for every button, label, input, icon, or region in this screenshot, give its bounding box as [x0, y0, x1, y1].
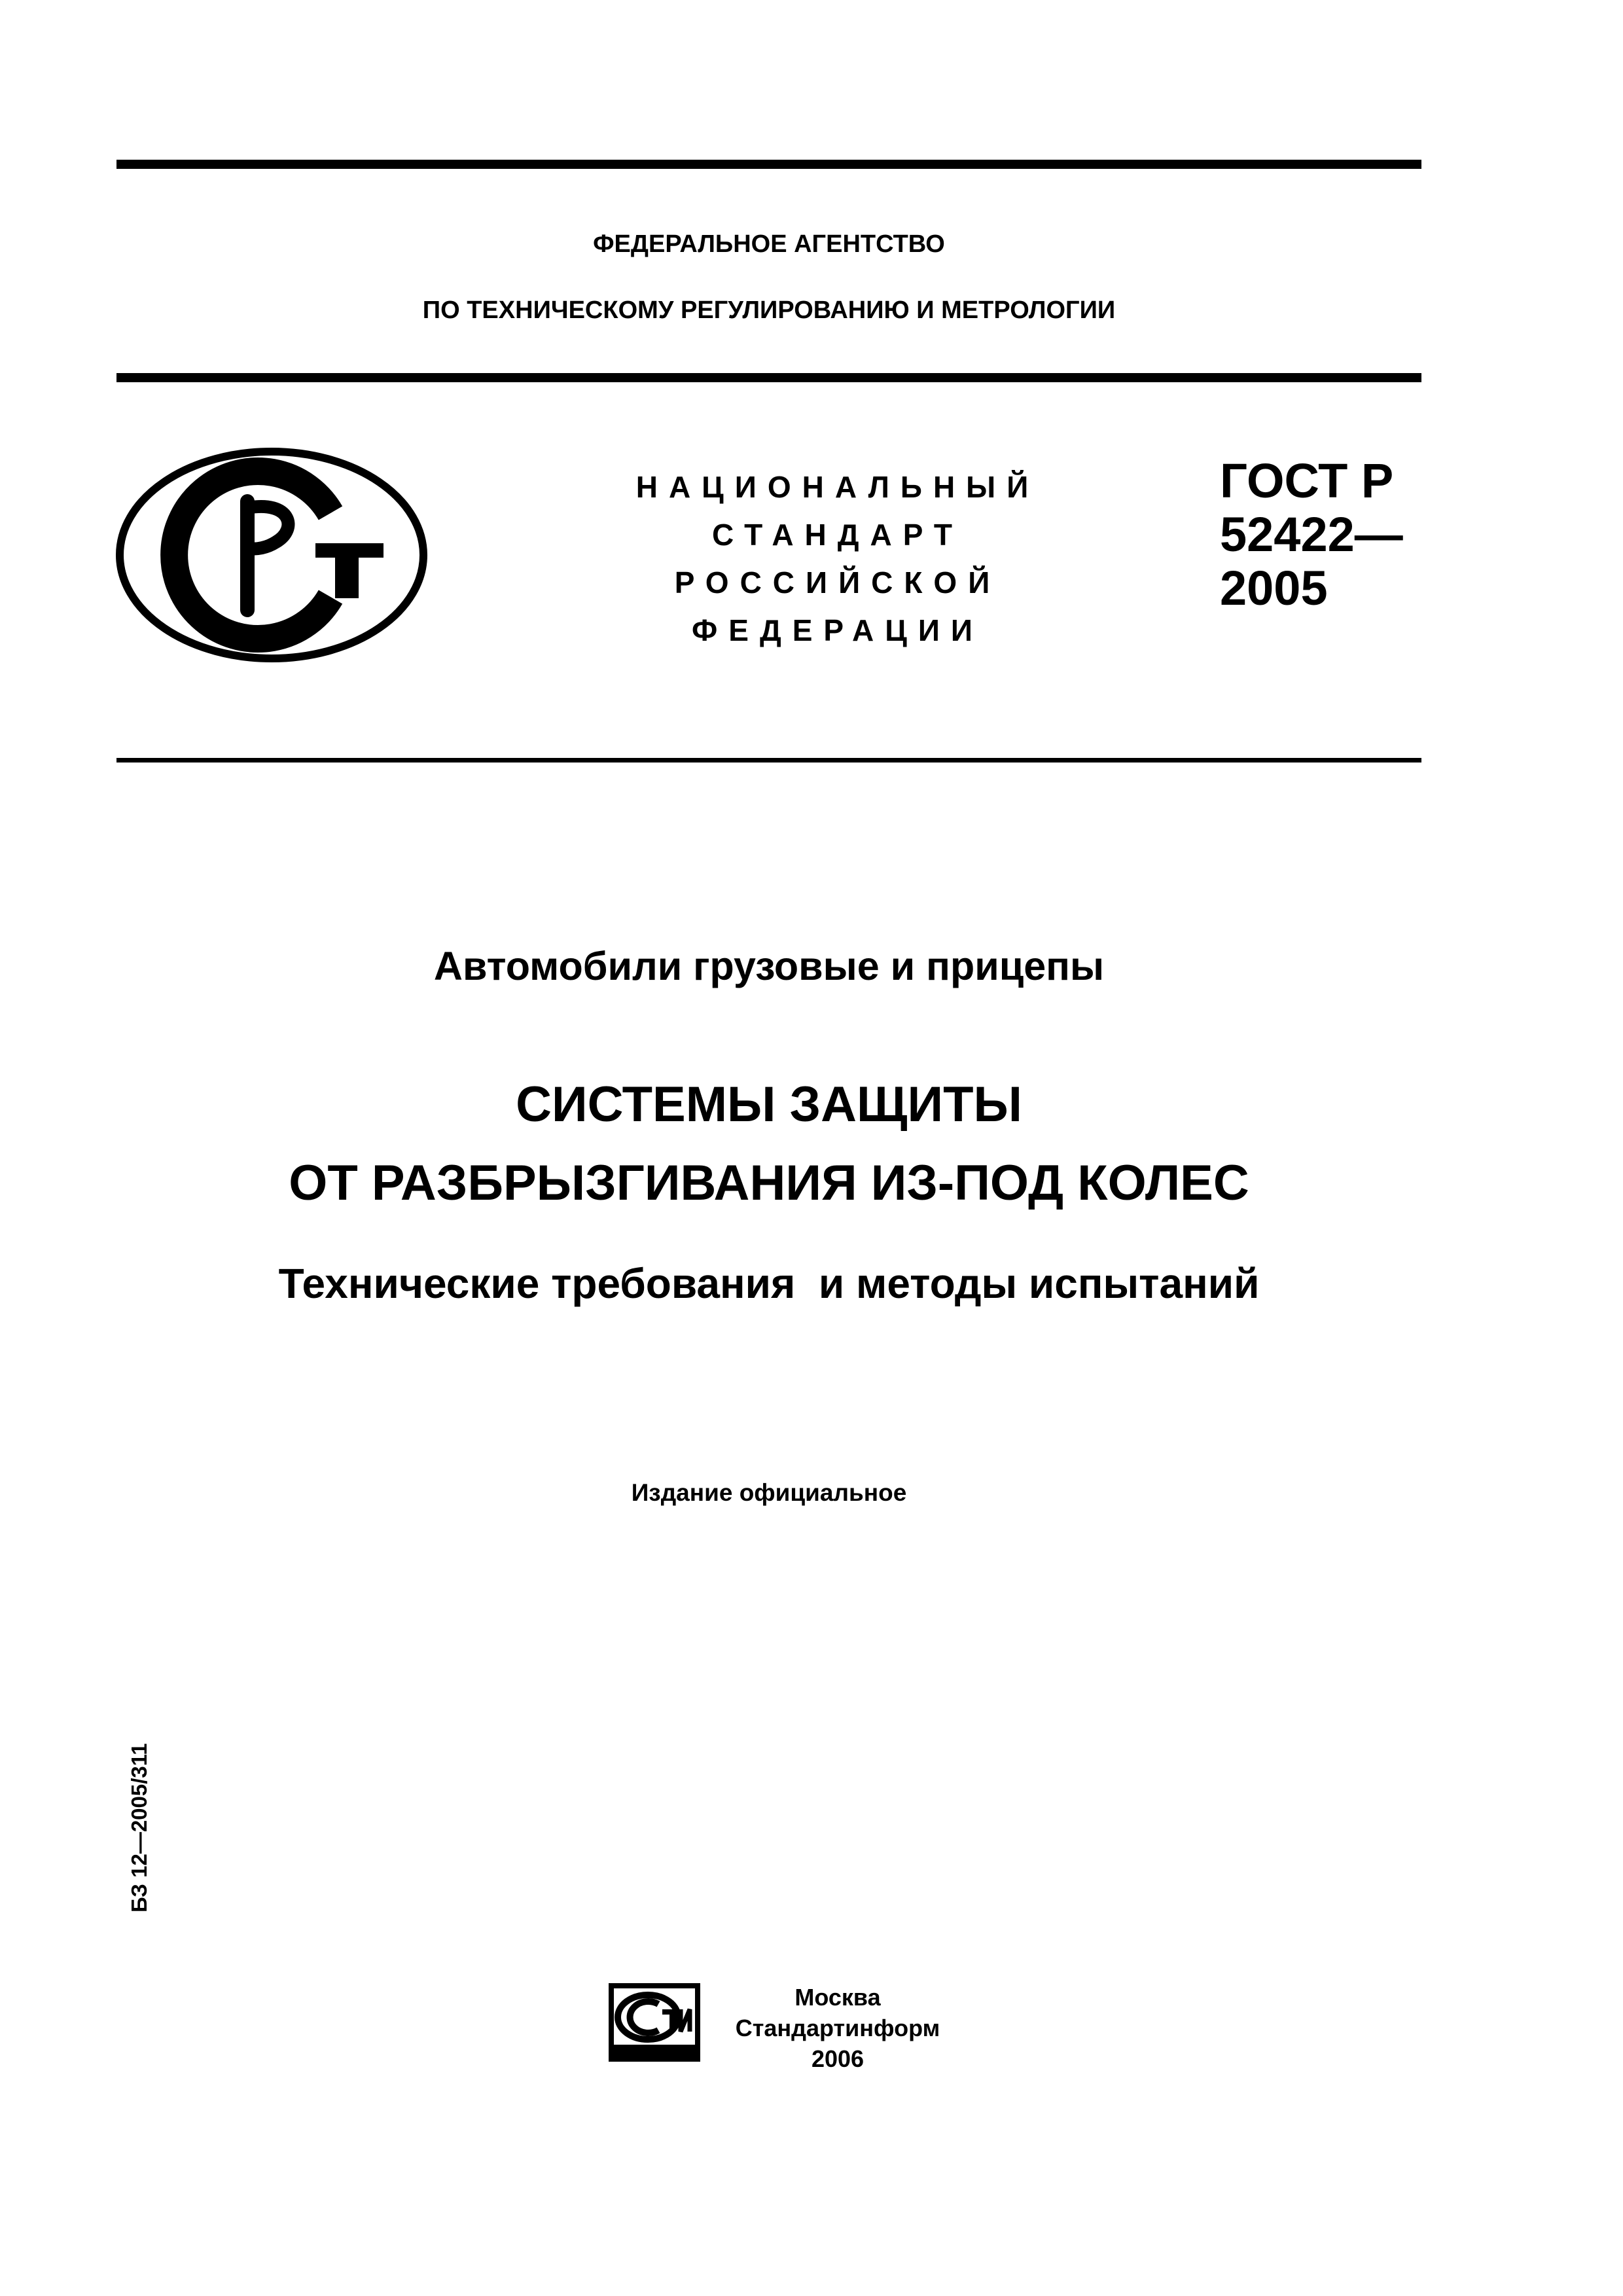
document-title: [116, 1066, 1421, 1223]
national-standard-line: НАЦИОНАЛЬНЫЙ: [635, 470, 1040, 504]
document-title-line: СИСТЕМЫ ЗАЩИТЫ: [516, 1077, 1022, 1132]
top-rule: [116, 160, 1421, 169]
gost-designation: [1220, 454, 1429, 615]
publisher-year: 2006: [811, 2045, 865, 2072]
rst-logo-icon: [113, 445, 431, 665]
publisher-city: Москва: [794, 1984, 881, 2011]
publisher-block: [720, 1982, 955, 2074]
national-standard-line: СТАНДАРТ: [712, 518, 963, 552]
section-rule: [116, 758, 1421, 762]
national-standard-title: [589, 463, 1086, 655]
gost-year: 2005: [1220, 561, 1328, 615]
agency-name-line2: ПО ТЕХНИЧЕСКОМУ РЕГУЛИРОВАНИЮ И МЕТРОЛОГИИ: [422, 296, 1116, 324]
gost-line: ГОСТ Р: [1220, 454, 1394, 508]
national-standard-line: РОССИЙСКОЙ: [674, 565, 1001, 600]
publisher-name: Стандартинформ: [735, 2015, 940, 2041]
document-subtitle: Автомобили грузовые и прицепы: [433, 944, 1105, 988]
edition-label: Издание официальное: [631, 1479, 907, 1506]
document-title-line: ОТ РАЗБРЫЗГИВАНИЯ ИЗ-ПОД КОЛЕС: [289, 1155, 1249, 1211]
agency-name-line1: ФЕДЕРАЛЬНОЕ АГЕНТСТВО: [593, 230, 945, 258]
header-rule: [116, 373, 1421, 382]
sti-logo-icon: [607, 1983, 702, 2063]
gost-number: 52422—: [1220, 507, 1403, 562]
national-standard-line: ФЕДЕРАЦИИ: [692, 613, 984, 647]
side-registration-note: БЗ 12—2005/311: [127, 1743, 151, 1912]
document-requirements: Технические требования и методы испытаний: [278, 1260, 1260, 1307]
